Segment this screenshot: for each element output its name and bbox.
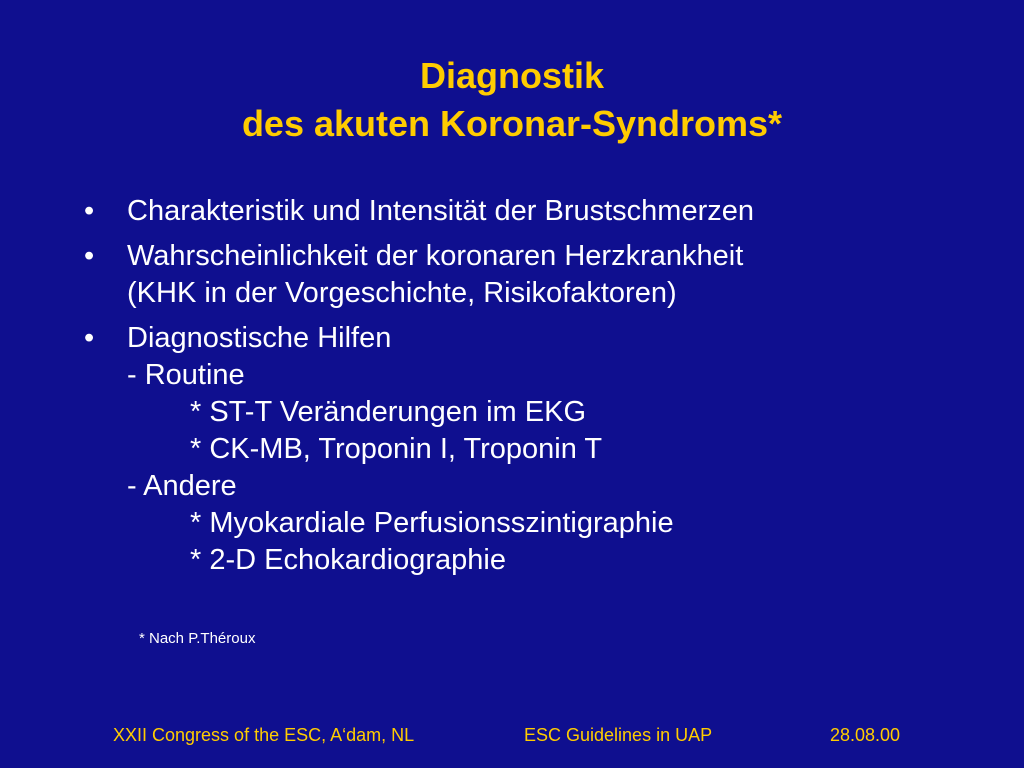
slide-title-line-1: Diagnostik [419, 55, 605, 96]
slide-title-line-2: des akuten Koronar-Syndroms* [241, 103, 783, 144]
bullet-item [84, 193, 984, 230]
sub-sub-item-line: * 2-D Echokardiographie [190, 544, 506, 576]
footer-topic: ESC Guidelines in UAP [524, 725, 713, 745]
sub-sub-item-line: * Myokardiale Perfusionsszintigraphie [190, 507, 674, 539]
sub-sub-item-line: * CK-MB, Troponin I, Troponin T [190, 433, 603, 465]
slide-title [0, 52, 1024, 148]
bullet-list [84, 193, 984, 587]
bullet-icon: • [84, 195, 95, 227]
bullet-item [84, 320, 984, 579]
bullet-body [127, 193, 984, 230]
sub-item-line: - Routine [127, 359, 245, 391]
bullet-icon: • [84, 240, 95, 272]
bullet-body [127, 238, 984, 312]
footer-date: 28.08.00 [830, 725, 901, 745]
bullet-line: Wahrscheinlichkeit der koronaren Herzkrankheit [127, 240, 744, 272]
bullet-line: Charakteristik und Intensität der Brustschmerzen [127, 195, 754, 227]
bullet-item [84, 238, 984, 312]
bullet-icon: • [84, 322, 95, 354]
bullet-line: (KHK in der Vorgeschichte, Risikofaktoren) [127, 277, 677, 309]
bullet-body [127, 320, 984, 579]
footer-conference: XXII Congress of the ESC, A‘dam, NL [113, 725, 415, 745]
sub-item-line: - Andere [127, 470, 237, 502]
sub-sub-item-line: * ST-T Veränderungen im EKG [190, 396, 587, 428]
footnote: * Nach P.Théroux [139, 630, 256, 647]
bullet-line: Diagnostische Hilfen [127, 322, 392, 354]
